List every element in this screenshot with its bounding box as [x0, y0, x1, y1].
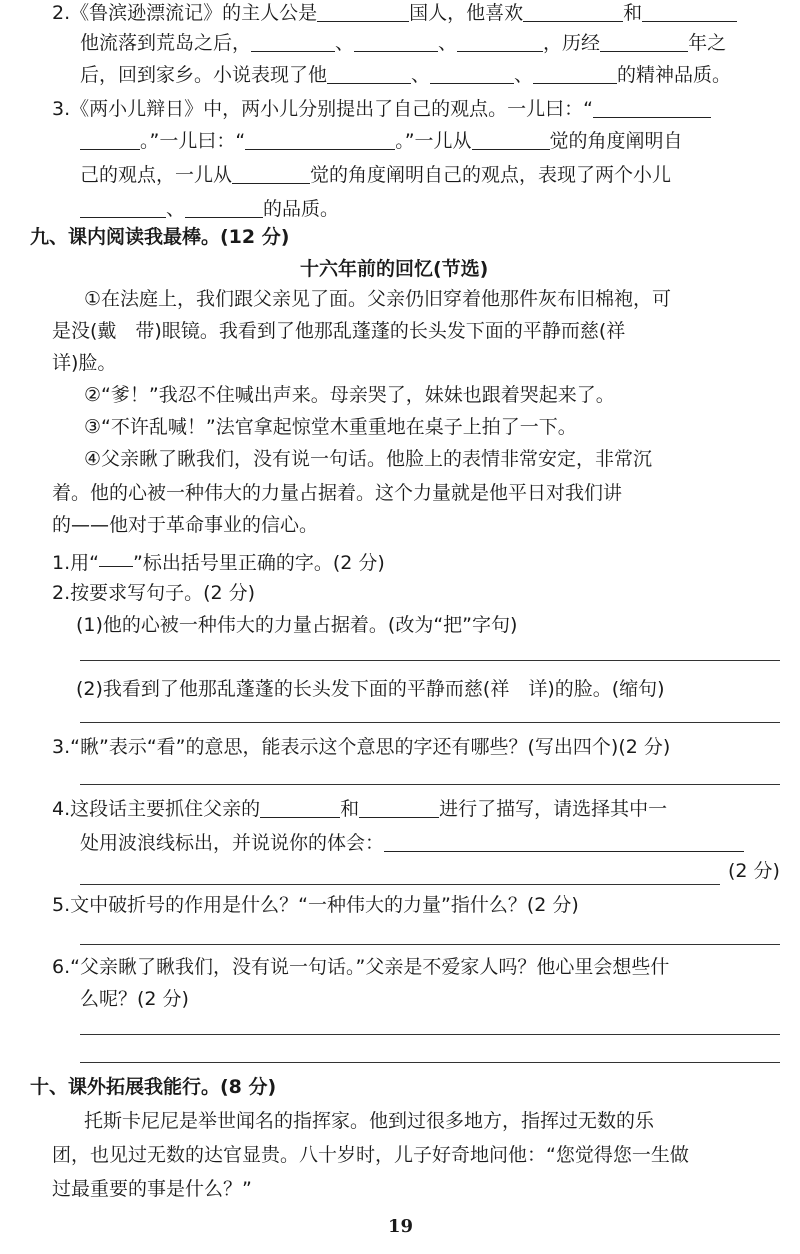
- s10-p1-line2: 团，也见过无数的达官显贵。八十岁时，儿子好奇地问他：“您觉得您一生做: [52, 1144, 689, 1166]
- q2-line3: 后，回到家乡。小说表现了他 、 、 的精神品质。: [80, 64, 732, 86]
- answer-line[interactable]: [80, 1034, 780, 1035]
- s9-q2-2: (2)我看到了他那乱蓬蓬的长头发下面的平静而慈(祥 详)的脸。(缩句): [76, 678, 665, 700]
- s9-q6-line1: 6.“父亲瞅了瞅我们，没有说一句话。”父亲是不爱家人吗？他心里会想些什: [52, 956, 670, 978]
- blank[interactable]: [472, 129, 550, 150]
- s9-q3: 3.“瞅”表示“看”的意思，能表示这个意思的字还有哪些？(写出四个)(2 分): [52, 736, 671, 758]
- s9-q4-line2: 处用波浪线标出，并说说你的体会：: [80, 830, 744, 856]
- q2-line1: 2.《鲁滨逊漂流记》的主人公是 国人，他喜欢 和: [52, 0, 737, 26]
- blank[interactable]: [430, 63, 514, 84]
- blank[interactable]: [327, 63, 411, 84]
- q3-line1: 3.《两小儿辩日》中，两小儿分别提出了自己的观点。一儿曰：“: [52, 96, 711, 122]
- underline-sample: [99, 546, 133, 567]
- q2-line2: 他流落到荒岛之后， 、 、 ，历经 年之: [80, 32, 727, 54]
- s9-q6-line2: 么呢？(2 分): [80, 988, 189, 1010]
- s9-q2: 2.按要求写句子。(2 分): [52, 582, 256, 604]
- answer-line[interactable]: [80, 660, 780, 661]
- answer-line[interactable]: [80, 884, 720, 885]
- s9-q2-1: (1)他的心被一种伟大的力量占据着。(改为“把”字句): [76, 614, 518, 636]
- s10-p1-line1: 托斯卡尼尼是举世闻名的指挥家。他到过很多地方，指挥过无数的乐: [84, 1110, 655, 1132]
- section-9-heading: 九、课内阅读我最棒。(12 分): [30, 226, 290, 248]
- blank[interactable]: [642, 1, 737, 22]
- blank[interactable]: [523, 1, 623, 22]
- passage-p4-line3: 的——他对于革命事业的信心。: [52, 514, 319, 536]
- blank[interactable]: [185, 197, 263, 218]
- blank[interactable]: [600, 31, 688, 52]
- answer-line[interactable]: [80, 722, 780, 723]
- blank[interactable]: [457, 31, 543, 52]
- passage-p4-line1: ④父亲瞅了瞅我们，没有说一句话。他脸上的表情非常安定，非常沉: [84, 448, 653, 470]
- blank[interactable]: [260, 797, 340, 818]
- s9-q4-line1: 4.这段话主要抓住父亲的 和 进行了描写，请选择其中一: [52, 798, 668, 820]
- answer-line[interactable]: [80, 944, 780, 945]
- blank[interactable]: [80, 129, 140, 150]
- passage-p1-line3: 详)脸。: [52, 352, 117, 374]
- q3-line4: 、 的品质。: [80, 196, 339, 222]
- blank[interactable]: [245, 129, 395, 150]
- blank[interactable]: [384, 831, 744, 852]
- blank[interactable]: [533, 63, 617, 84]
- answer-line[interactable]: [80, 784, 780, 785]
- s9-q1: 1.用“ ”标出括号里正确的字。(2 分): [52, 546, 385, 572]
- s9-q4-score: (2 分): [728, 860, 780, 882]
- blank[interactable]: [593, 97, 711, 118]
- passage-p1-line2: 是没(戴 带)眼镜。我看到了他那乱蓬蓬的长头发下面的平静而慈(祥: [52, 320, 626, 342]
- passage-p2: ②“爹！”我忍不住喊出声来。母亲哭了，妹妹也跟着哭起来了。: [84, 384, 615, 406]
- passage-p3: ③“不许乱喊！”法官拿起惊堂木重重地在桌子上拍了一下。: [84, 416, 577, 438]
- passage-p4-line2: 着。他的心被一种伟大的力量占据着。这个力量就是他平日对我们讲: [52, 482, 623, 504]
- passage-p1-line1: ①在法庭上，我们跟父亲见了面。父亲仍旧穿着他那件灰布旧棉袍，可: [84, 288, 672, 310]
- q3-line2: 。”一儿曰：“ 。”一儿从 觉的角度阐明自: [80, 128, 683, 154]
- blank[interactable]: [354, 31, 438, 52]
- blank[interactable]: [80, 197, 166, 218]
- answer-line[interactable]: [80, 1062, 780, 1063]
- s9-q5: 5.文中破折号的作用是什么？“一种伟大的力量”指什么？(2 分): [52, 894, 579, 916]
- passage-title: 十六年前的回忆(节选): [300, 258, 489, 280]
- q3-line3: 己的观点，一儿从 觉的角度阐明自己的观点，表现了两个小儿: [80, 164, 672, 186]
- s10-p1-line3: 过最重要的事是什么？”: [52, 1178, 252, 1200]
- blank[interactable]: [251, 31, 335, 52]
- blank[interactable]: [317, 1, 409, 22]
- section-10-heading: 十、课外拓展我能行。(8 分): [30, 1076, 277, 1098]
- blank[interactable]: [359, 797, 439, 818]
- page-number: 19: [388, 1216, 414, 1237]
- blank[interactable]: [232, 163, 310, 184]
